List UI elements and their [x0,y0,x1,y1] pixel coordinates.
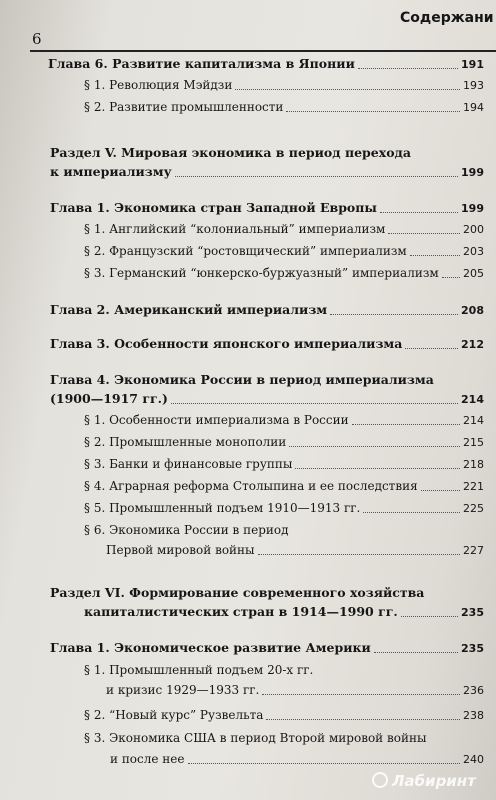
toc-entry-page: 238 [463,709,484,722]
watermark: Лабиринт [392,772,476,790]
toc-section-entry [0,752,484,767]
toc-section-entry [0,501,484,516]
toc-entry-page: 227 [463,544,484,557]
leader-dots [374,651,458,653]
toc-chapter-entry [0,200,484,216]
toc-entry-title: Глава 6. Развитие капитализма в Японии [48,56,355,71]
toc-entry-page: 200 [463,223,484,236]
toc-entry-title: капиталистических стран в 1914—1990 гг. [84,604,398,619]
toc-section-entry [0,266,484,281]
toc-entry-title: § 1. Особенности империализма в России [84,413,349,427]
toc-entry-page: 203 [463,245,484,258]
header-rule [30,50,496,52]
leader-dots [266,718,460,720]
toc-section-entry [0,457,484,472]
toc-chapter-title: Глава 4. Экономика России в период империализма [50,372,434,387]
leader-dots [352,423,460,425]
toc-entry-page: 212 [461,338,484,351]
toc-entry-title: (1900—1917 гг.) [50,391,168,406]
toc-entry-title: § 2. Развитие промышленности [84,100,284,114]
toc-entry-page: 236 [463,684,484,697]
toc-section-entry [0,100,484,115]
leader-dots [405,347,458,349]
toc-entry-title: § 1. Английский “колониальный” империализм [84,222,386,236]
toc-entry-title: § 2. Промышленные монополии [84,435,287,449]
toc-entry-title: и кризис 1929—1933 гг. [106,683,260,697]
toc-entry-title: Первой мировой войны [106,543,255,557]
leader-dots [295,467,460,469]
toc-part-title: Раздел V. Мировая экономика в период перехода [50,145,411,160]
toc-section-entry [0,543,484,558]
toc-section-entry [0,244,484,259]
leader-dots [380,211,458,213]
toc-entry-page: 235 [461,642,484,655]
leader-dots [401,615,458,617]
toc-entry-title: § 4. Аграрная реформа Столыпина и ее последствия [84,479,418,493]
toc-chapter-entry [0,640,484,656]
toc-entry-page: 199 [461,166,484,179]
leader-dots [421,489,460,491]
toc-entry-page: 218 [463,458,484,471]
toc-entry-title: Глава 3. Особенности японского империализма [50,336,403,351]
running-header: Содержани [400,10,494,26]
toc-entry-page: 235 [461,606,484,619]
toc-entry-page: 221 [463,480,484,493]
labirint-logo-icon [372,772,388,788]
toc-section-entry [0,435,484,450]
toc-entry-title: и после нее [110,752,185,766]
toc-chapter-entry [0,56,484,72]
toc-entry-title: § 1. Революция Мэйдзи [84,78,233,92]
leader-dots [388,232,460,234]
toc-entry-page: 214 [463,414,484,427]
toc-section-entry [0,413,484,428]
toc-section-entry [0,479,484,494]
leader-dots [171,402,458,404]
leader-dots [235,88,460,90]
toc-entry-title: § 3. Банки и финансовые группы [84,457,293,471]
toc-entry-title: § 5. Промышленный подъем 1910—1913 гг. [84,501,361,515]
leader-dots [175,175,458,177]
leader-dots [442,276,460,278]
toc-entry-page: 208 [461,304,484,317]
leader-dots [286,110,460,112]
toc-section-entry [0,222,484,237]
toc-entry-page: 193 [463,79,484,92]
leader-dots [262,693,460,695]
toc-entry-title: § 3. Германский “юнкерско-буржуазный” империализм [84,266,439,280]
toc-section-entry [0,683,484,698]
toc-section-title: § 1. Промышленный подъем 20-х гг. [84,663,314,677]
page-number: 6 [32,30,42,48]
toc-entry-page: 205 [463,267,484,280]
toc-entry-page: 240 [463,753,484,766]
toc-part-entry [0,164,484,180]
leader-dots [363,511,460,513]
toc-section-title: § 6. Экономика России в период [84,523,289,537]
leader-dots [410,254,460,256]
leader-dots [258,553,460,555]
toc-entry-page: 215 [463,436,484,449]
toc-entry-page: 194 [463,101,484,114]
toc-section-entry [0,78,484,93]
leader-dots [358,67,458,69]
toc-part-title: Раздел VI. Формирование современного хозяйства [50,585,425,600]
toc-entry-page: 214 [461,393,484,406]
toc-section-title: § 3. Экономика США в период Второй мировой войны [84,731,427,745]
toc-entry-title: Глава 1. Экономическое развитие Америки [50,640,371,655]
toc-chapter-entry [0,391,484,407]
toc-entry-title: § 2. Французский “ростовщический” империализм [84,244,407,258]
toc-entry-page: 199 [461,202,484,215]
leader-dots [330,313,458,315]
toc-chapter-entry [0,302,484,318]
toc-entry-title: Глава 2. Американский империализм [50,302,328,317]
toc-entry-title: Глава 1. Экономика стран Западной Европы [50,200,377,215]
toc-section-entry [0,708,484,723]
toc-part-entry [0,604,484,620]
toc-entry-page: 225 [463,502,484,515]
toc-entry-title: § 2. “Новый курс” Рузвельта [84,708,264,722]
toc-entry-page: 191 [461,58,484,71]
toc-chapter-entry [0,336,484,352]
leader-dots [188,762,461,764]
leader-dots [289,445,460,447]
toc-entry-title: к империализму [50,164,172,179]
